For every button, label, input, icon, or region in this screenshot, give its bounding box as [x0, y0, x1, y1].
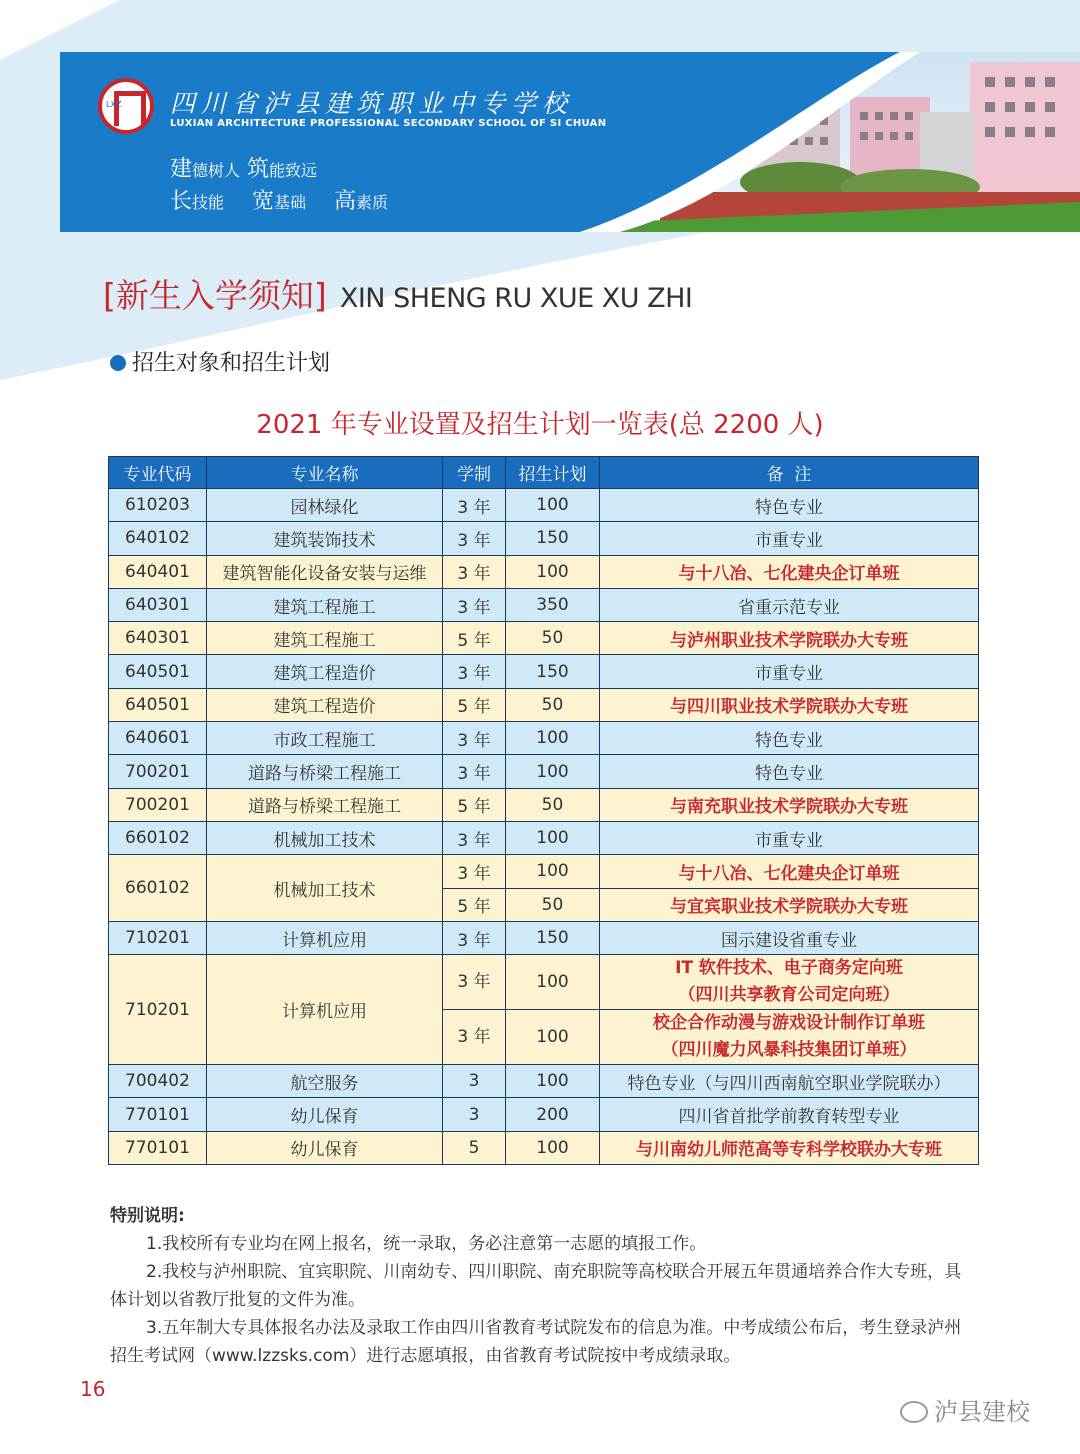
- section-title-pinyin: XIN SHENG RU XUE XU ZHI: [339, 283, 693, 314]
- table-row: 770101 幼儿保育 3 200 四川省首批学前教育转型专业: [109, 1098, 979, 1131]
- header-banner: [60, 52, 1080, 232]
- table-row: 640301 建筑工程施工 5 年 50 与泸州职业技术学院联办大专班: [109, 622, 979, 655]
- header-years: 学制: [443, 457, 506, 489]
- table-row: 640601 市政工程施工 3 年 100 特色专业: [109, 722, 979, 755]
- header-note: 备 注: [600, 457, 979, 489]
- note-item-2: 2.我校与泸州职院、宜宾职院、川南幼专、四川职院、南充职院等高校联合开展五年贯通培养合作大专班，具体计划以省教厅批复的文件为准。: [110, 1262, 962, 1310]
- motto-line-1: 建德树人 筑能致远: [170, 157, 318, 182]
- table-row: 640102 建筑装饰技术 3 年 150 市重专业: [109, 522, 979, 555]
- motto-line-2: 长技能 宽基础 高素质: [170, 189, 389, 214]
- table-row: 770101 幼儿保育 5 100 与川南幼儿师范高等专科学校联办大专班: [109, 1131, 979, 1164]
- header-name: 专业名称: [207, 457, 443, 489]
- table-row: 640501 建筑工程造价 5 年 50 与四川职业技术学院联办大专班: [109, 688, 979, 721]
- table-row: 610203 园林绿化 3 年 100 特色专业: [109, 489, 979, 522]
- table-title: 2021 年专业设置及招生计划一览表(总 2200 人): [256, 410, 824, 440]
- page-number: 16: [80, 1377, 106, 1401]
- table-row: 700201 道路与桥梁工程施工 3 年 100 特色专业: [109, 755, 979, 788]
- subsection-title: 招生对象和招生计划: [110, 346, 330, 377]
- table-row: 710201 计算机应用 3 年 150 国示建设省重专业: [109, 921, 979, 954]
- bullet-dot-icon: [110, 355, 126, 371]
- enrollment-plan-table: [108, 456, 979, 1165]
- section-title-cn: [新生入学须知]: [103, 276, 327, 315]
- school-name-cn: 四川省泸县建筑职业中专学校: [170, 89, 574, 118]
- header-plan: 招生计划: [506, 457, 600, 489]
- table-row: 710201 计算机应用 3 年 100 IT 软件技术、电子商务定向班 （四川共享教育公司定向班）: [109, 955, 979, 1010]
- table-header-row: [109, 457, 979, 489]
- wechat-icon: [900, 1401, 928, 1423]
- table-row: 640401 建筑智能化设备安装与运维 3 年 100 与十八冶、七化建央企订单班: [109, 555, 979, 588]
- table-row: 3 年 100 校企合作动漫与游戏设计制作订单班 （四川魔力风暴科技集团订单班）: [109, 1010, 979, 1065]
- note-item-1: 1.我校所有专业均在网上报名，统一录取，务必注意第一志愿的填报工作。: [146, 1234, 707, 1254]
- header-code: 专业代码: [109, 457, 207, 489]
- school-name-en: LUXIAN ARCHITECTURE PROFESSIONAL SECONDARY SCHOOL OF SI CHUAN: [170, 118, 607, 129]
- notes-heading: 特别说明:: [110, 1206, 185, 1226]
- table-row: 640501 建筑工程造价 3 年 150 市重专业: [109, 655, 979, 688]
- section-title: [103, 270, 692, 317]
- table-row: 640301 建筑工程施工 3 年 350 省重示范专业: [109, 588, 979, 621]
- note-item-3: 3.五年制大专具体报名办法及录取工作由四川省教育考试院发布的信息为准。中考成绩公布后，考生登录泸州招生考试网（www.lzzsks.com）进行志愿填报，由省教育考试院按中考成绩录取。: [110, 1318, 962, 1366]
- table-row: 5 年 50 与宜宾职业技术学院联办大专班: [109, 888, 979, 921]
- school-logo: [98, 78, 154, 134]
- table-row: 660102 机械加工技术 3 年 100 与十八冶、七化建央企订单班: [109, 855, 979, 888]
- special-notes: [110, 1202, 976, 1370]
- watermark: 泸县建校: [900, 1392, 1030, 1427]
- table-row: 700201 道路与桥梁工程施工 5 年 50 与南充职业技术学院联办大专班: [109, 788, 979, 821]
- table-row: 660102 机械加工技术 3 年 100 市重专业: [109, 821, 979, 854]
- table-row: 700402 航空服务 3 100 特色专业（与四川西南航空职业学院联办）: [109, 1065, 979, 1098]
